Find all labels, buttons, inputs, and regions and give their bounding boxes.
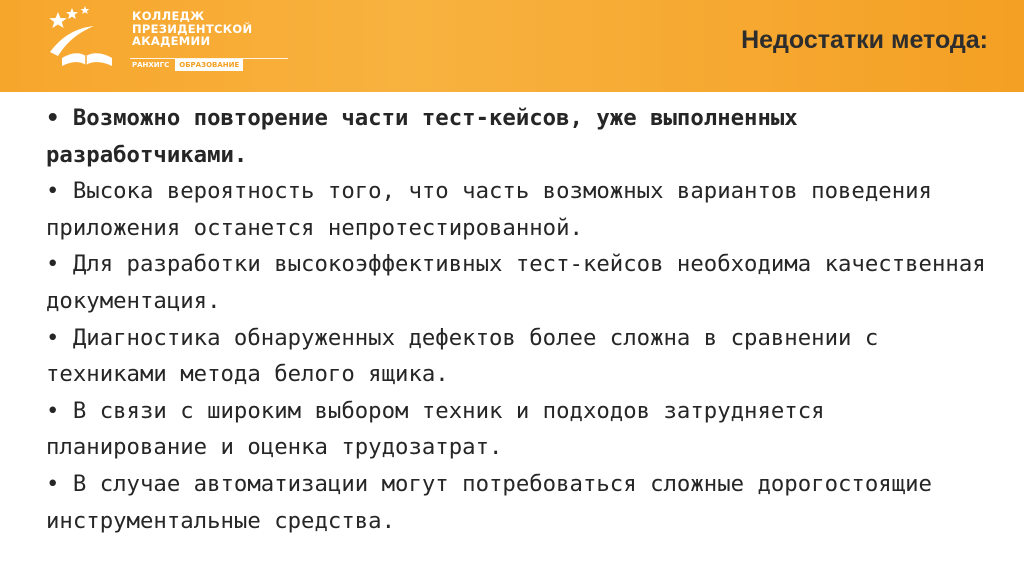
- logo-text: [132, 10, 252, 48]
- bullet-item: • В связи с широким выбором техник и подходов затрудняется планирование и оценка трудозатрат.: [46, 397, 825, 461]
- logo-line-2: ПРЕЗИДЕНТСКОЙ: [132, 21, 253, 36]
- logo-tagline: [130, 58, 288, 73]
- bullet-item: • В случае автоматизации могут потребоваться сложные дорогостоящие инструментальные средства.: [46, 470, 932, 534]
- bullet-item: • Возможно повторение части тест-кейсов, уже выполненных разработчиками.: [46, 105, 798, 168]
- logo-line-3: АКАДЕМИИ: [132, 34, 211, 48]
- bullet-item: • Для разработки высокоэффективных тест-кейсов необходима качественная документация.: [46, 251, 986, 314]
- logo-line-1: КОЛЛЕДЖ: [132, 9, 205, 23]
- logo-tag-education: ОБРАЗОВАНИЕ: [175, 59, 243, 71]
- bullet-item: • Высока вероятность того, что часть возможных вариантов поведения приложения останется непротестированной.: [46, 178, 932, 241]
- header-bar: [0, 0, 1024, 92]
- star-book-icon: [40, 6, 122, 70]
- bullet-list: [46, 100, 996, 539]
- logo-tag-ranhigs: РАНХИГС: [132, 61, 170, 69]
- college-logo: [40, 6, 270, 76]
- bullet-item: • Диагностика обнаруженных дефектов более сложна в сравнении с техниками метода белого ящика.: [46, 324, 879, 388]
- slide-title: Недостатки метода:: [741, 26, 988, 54]
